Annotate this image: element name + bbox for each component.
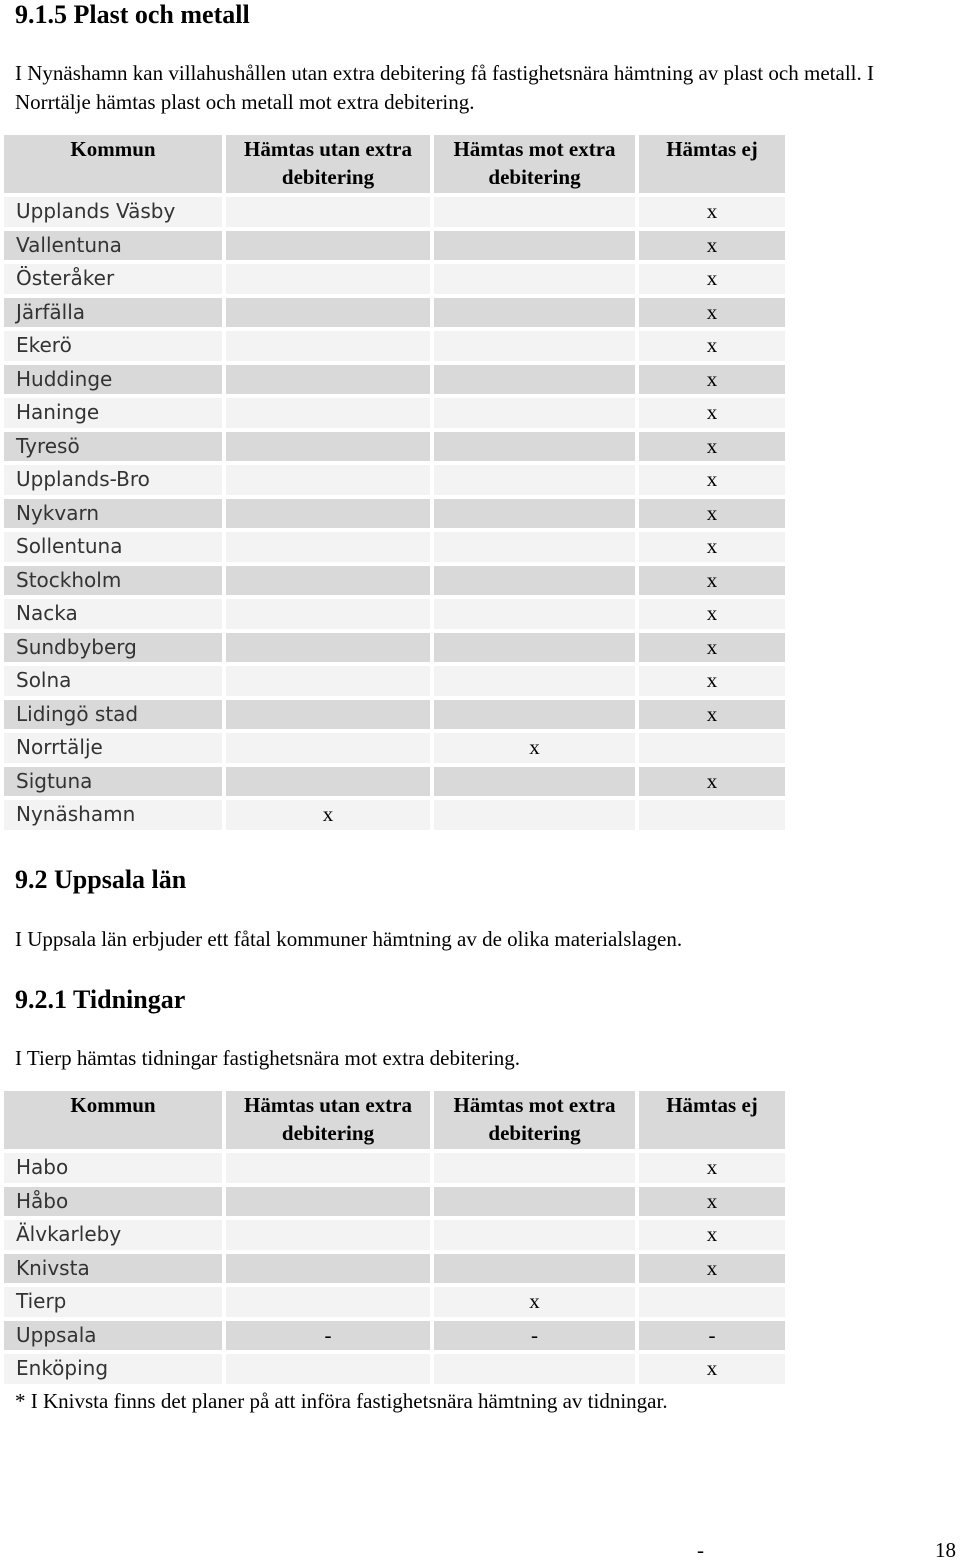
cell-hamtas-ej: x: [639, 398, 785, 428]
cell-hamtas-ej: -: [639, 1321, 785, 1351]
cell-hamtas-mot: x: [434, 1287, 635, 1317]
cell-hamtas-utan: [226, 532, 430, 562]
cell-hamtas-mot: [434, 432, 635, 462]
cell-hamtas-ej: x: [639, 499, 785, 529]
cell-kommun: Uppsala: [4, 1321, 222, 1351]
cell-kommun: Älvkarleby: [4, 1220, 222, 1250]
cell-kommun: Huddinge: [4, 365, 222, 395]
cell-hamtas-utan: [226, 1354, 430, 1384]
header-hamtas-mot: Hämtas mot extra debitering: [434, 1091, 635, 1149]
table-row: [4, 1354, 785, 1384]
cell-hamtas-utan: [226, 365, 430, 395]
header-hamtas-utan: Hämtas utan extra debitering: [226, 1091, 430, 1149]
table-row: [4, 566, 785, 596]
cell-hamtas-mot: [434, 398, 635, 428]
cell-hamtas-utan: [226, 432, 430, 462]
cell-kommun: Sundbyberg: [4, 633, 222, 663]
cell-hamtas-utan: [226, 633, 430, 663]
cell-hamtas-mot: -: [434, 1321, 635, 1351]
paragraph-tidningar: I Tierp hämtas tidningar fastighetsnära mot extra debitering.: [15, 1046, 521, 1070]
cell-hamtas-mot: [434, 298, 635, 328]
cell-hamtas-utan: [226, 499, 430, 529]
cell-hamtas-ej: x: [639, 432, 785, 462]
cell-hamtas-ej: x: [639, 633, 785, 663]
cell-hamtas-ej: [639, 800, 785, 830]
cell-hamtas-utan: [226, 298, 430, 328]
table-row: [4, 633, 785, 663]
cell-hamtas-mot: [434, 666, 635, 696]
table-row: [4, 532, 785, 562]
cell-hamtas-utan: [226, 1287, 430, 1317]
cell-kommun: Sollentuna: [4, 532, 222, 562]
table-row: [4, 231, 785, 261]
cell-kommun: Österåker: [4, 264, 222, 294]
cell-hamtas-mot: [434, 231, 635, 261]
cell-hamtas-mot: [434, 331, 635, 361]
header-hamtas-ej: Hämtas ej: [639, 1091, 785, 1149]
header-hamtas-ej: Hämtas ej: [639, 135, 785, 193]
table-row: [4, 733, 785, 763]
table-row: [4, 599, 785, 629]
cell-hamtas-mot: [434, 800, 635, 830]
cell-kommun: Knivsta: [4, 1254, 222, 1284]
cell-hamtas-utan: [226, 1254, 430, 1284]
table-row: [4, 432, 785, 462]
table-row: [4, 700, 785, 730]
cell-hamtas-utan: [226, 197, 430, 227]
table-plast-metall: [0, 131, 789, 834]
table-row: [4, 365, 785, 395]
table-row: [4, 800, 785, 830]
table-header-row: [4, 135, 785, 193]
cell-kommun: Lidingö stad: [4, 700, 222, 730]
cell-hamtas-mot: x: [434, 733, 635, 763]
cell-hamtas-mot: [434, 499, 635, 529]
cell-hamtas-utan: [226, 1220, 430, 1250]
cell-kommun: Solna: [4, 666, 222, 696]
cell-hamtas-utan: [226, 465, 430, 495]
cell-hamtas-mot: [434, 532, 635, 562]
cell-hamtas-mot: [434, 365, 635, 395]
cell-hamtas-ej: x: [639, 1220, 785, 1250]
table-row: [4, 398, 785, 428]
cell-hamtas-ej: x: [639, 1254, 785, 1284]
cell-hamtas-mot: [434, 197, 635, 227]
heading-tidningar: 9.2.1 Tidningar: [15, 985, 186, 1014]
cell-kommun: Tierp: [4, 1287, 222, 1317]
cell-hamtas-utan: [226, 1153, 430, 1183]
table-row: [4, 465, 785, 495]
table-row: [4, 197, 785, 227]
paragraph-uppsala-lan: I Uppsala län erbjuder ett fåtal kommuner hämtning av de olika materialslagen.: [15, 927, 683, 951]
cell-hamtas-mot: [434, 1254, 635, 1284]
cell-hamtas-ej: [639, 733, 785, 763]
cell-kommun: Stockholm: [4, 566, 222, 596]
table-row: [4, 1153, 785, 1183]
cell-hamtas-mot: [434, 1220, 635, 1250]
header-hamtas-mot: Hämtas mot extra debitering: [434, 135, 635, 193]
table-header-row: [4, 1091, 785, 1149]
cell-kommun: Järfälla: [4, 298, 222, 328]
heading-plast-och-metall: 9.1.5 Plast och metall: [15, 0, 250, 29]
cell-hamtas-utan: [226, 733, 430, 763]
cell-hamtas-mot: [434, 566, 635, 596]
cell-hamtas-ej: x: [639, 264, 785, 294]
cell-hamtas-mot: [434, 767, 635, 797]
cell-hamtas-mot: [434, 264, 635, 294]
cell-hamtas-ej: x: [639, 566, 785, 596]
cell-hamtas-utan: [226, 700, 430, 730]
cell-hamtas-ej: x: [639, 1187, 785, 1217]
cell-kommun: Vallentuna: [4, 231, 222, 261]
cell-kommun: Håbo: [4, 1187, 222, 1217]
cell-hamtas-ej: x: [639, 532, 785, 562]
cell-hamtas-utan: [226, 599, 430, 629]
cell-kommun: Tyresö: [4, 432, 222, 462]
cell-kommun: Nynäshamn: [4, 800, 222, 830]
cell-hamtas-ej: x: [639, 700, 785, 730]
table-row: [4, 666, 785, 696]
cell-hamtas-utan: [226, 398, 430, 428]
cell-hamtas-mot: [434, 1354, 635, 1384]
table-row: [4, 264, 785, 294]
cell-hamtas-ej: x: [639, 465, 785, 495]
cell-hamtas-utan: [226, 231, 430, 261]
cell-kommun: Upplands Väsby: [4, 197, 222, 227]
table-row: [4, 1220, 785, 1250]
page-number: 18: [935, 1538, 956, 1562]
cell-hamtas-utan: [226, 1187, 430, 1217]
cell-kommun: Haninge: [4, 398, 222, 428]
paragraph-plast-och-metall: I Nynäshamn kan villahushållen utan extra debitering få fastighetsnära hämtning av plast och metall. I Norrtälje hämtas plast och metall mot extra debitering.: [15, 61, 874, 114]
cell-hamtas-ej: x: [639, 197, 785, 227]
table-tidningar: [0, 1087, 789, 1388]
table-row: [4, 331, 785, 361]
cell-hamtas-utan: [226, 264, 430, 294]
cell-hamtas-ej: x: [639, 365, 785, 395]
table-row: [4, 1187, 785, 1217]
cell-hamtas-ej: x: [639, 331, 785, 361]
cell-kommun: Ekerö: [4, 331, 222, 361]
table-row: [4, 499, 785, 529]
footnote: * I Knivsta finns det planer på att införa fastighetsnära hämtning av tidningar.: [15, 1389, 668, 1413]
cell-kommun: Norrtälje: [4, 733, 222, 763]
table-row: [4, 298, 785, 328]
cell-hamtas-ej: x: [639, 298, 785, 328]
table-row: [4, 767, 785, 797]
cell-hamtas-mot: [434, 1187, 635, 1217]
cell-hamtas-mot: [434, 700, 635, 730]
heading-uppsala-lan: 9.2 Uppsala län: [15, 865, 187, 894]
header-kommun: Kommun: [4, 1091, 222, 1149]
cell-kommun: Enköping: [4, 1354, 222, 1384]
cell-hamtas-utan: [226, 767, 430, 797]
cell-hamtas-ej: x: [639, 1354, 785, 1384]
cell-hamtas-mot: [434, 465, 635, 495]
cell-hamtas-mot: [434, 1153, 635, 1183]
cell-hamtas-utan: [226, 666, 430, 696]
cell-hamtas-ej: x: [639, 599, 785, 629]
cell-hamtas-ej: x: [639, 1153, 785, 1183]
cell-hamtas-utan: [226, 331, 430, 361]
cell-hamtas-utan: x: [226, 800, 430, 830]
header-hamtas-utan: Hämtas utan extra debitering: [226, 135, 430, 193]
table-row: [4, 1254, 785, 1284]
cell-kommun: Upplands-Bro: [4, 465, 222, 495]
cell-kommun: Habo: [4, 1153, 222, 1183]
table-row: [4, 1321, 785, 1351]
page-footer-dash: -: [697, 1538, 704, 1562]
table-row: [4, 1287, 785, 1317]
cell-kommun: Nacka: [4, 599, 222, 629]
cell-kommun: Nykvarn: [4, 499, 222, 529]
cell-hamtas-mot: [434, 633, 635, 663]
cell-hamtas-ej: x: [639, 666, 785, 696]
cell-hamtas-utan: -: [226, 1321, 430, 1351]
cell-hamtas-mot: [434, 599, 635, 629]
cell-hamtas-ej: [639, 1287, 785, 1317]
cell-hamtas-ej: x: [639, 231, 785, 261]
cell-hamtas-utan: [226, 566, 430, 596]
cell-kommun: Sigtuna: [4, 767, 222, 797]
header-kommun: Kommun: [4, 135, 222, 193]
cell-hamtas-ej: x: [639, 767, 785, 797]
